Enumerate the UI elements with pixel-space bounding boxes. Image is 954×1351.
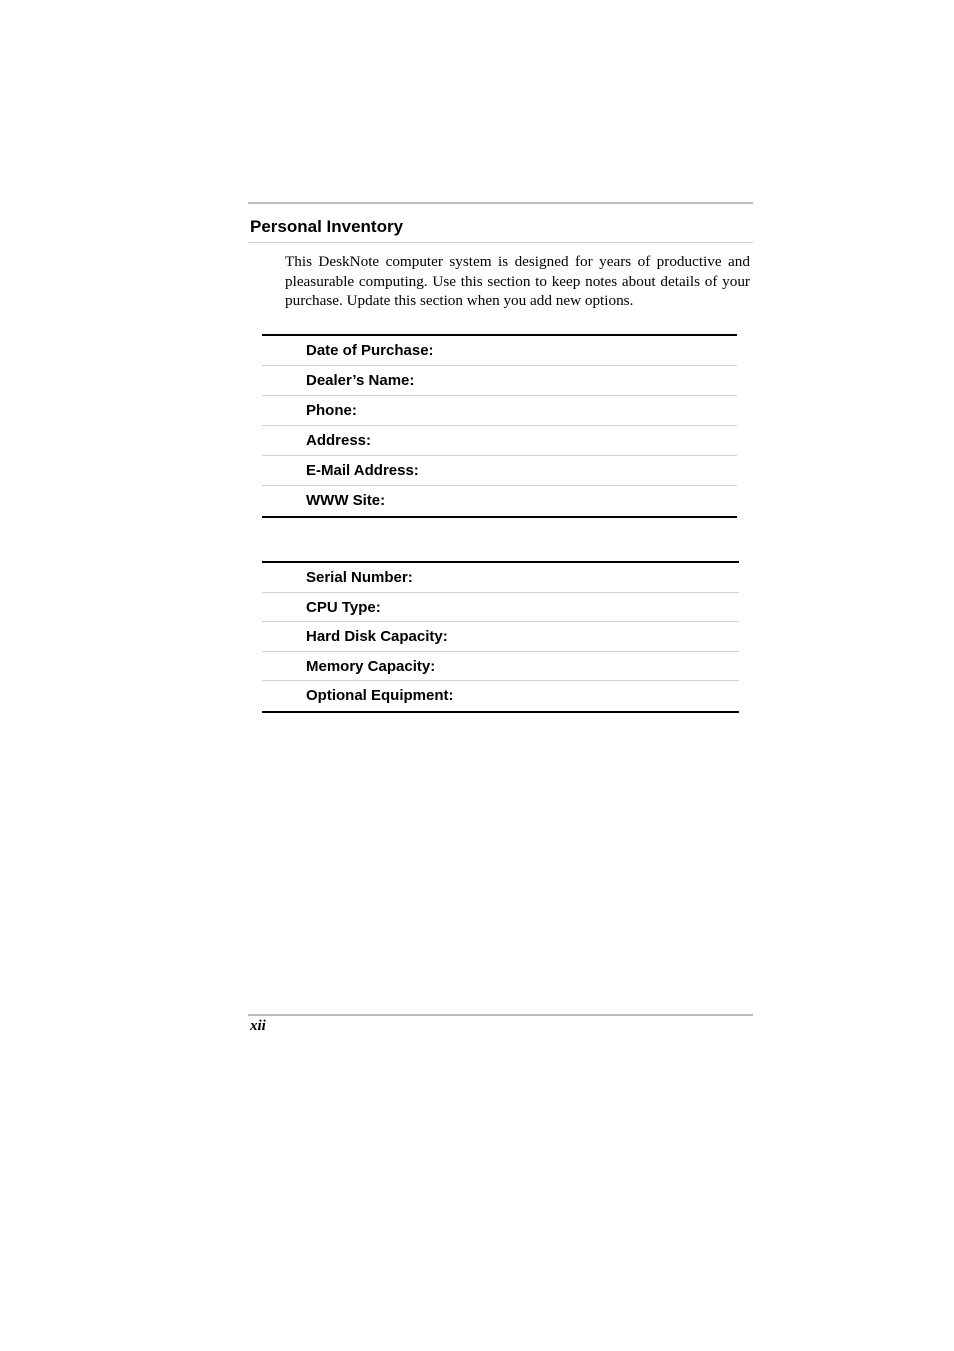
field-label-www-site: WWW Site:	[306, 492, 386, 509]
footer-divider	[248, 1014, 753, 1016]
table-row	[262, 336, 737, 366]
table-row	[262, 563, 739, 593]
table-row	[262, 396, 737, 426]
field-label-serial-number: Serial Number:	[306, 569, 413, 586]
top-divider	[248, 202, 753, 204]
table-row	[262, 366, 737, 396]
table-row	[262, 426, 737, 456]
intro-paragraph: This DeskNote computer system is designed for years of productive and pleasurable computing. Use this section to keep notes about details of your purchase. Update this section when you add new options.	[285, 253, 750, 309]
section-title: Personal Inventory	[250, 217, 404, 236]
field-label-hard-disk-capacity: Hard Disk Capacity:	[306, 628, 448, 646]
field-label-date-of-purchase: Date of Purchase:	[306, 342, 434, 359]
table-row	[262, 681, 739, 711]
table-row	[262, 486, 737, 516]
field-label-optional-equipment: Optional Equipment:	[306, 687, 454, 705]
field-label-phone: Phone:	[306, 402, 357, 419]
field-label-address: Address:	[306, 432, 372, 449]
field-label-memory-capacity: Memory Capacity:	[306, 657, 436, 675]
title-divider	[248, 242, 753, 243]
purchase-info-table	[262, 334, 737, 518]
field-label-cpu-type: CPU Type:	[306, 598, 381, 616]
page-number: xii	[250, 1018, 266, 1034]
table-row	[262, 622, 739, 652]
table-row	[262, 456, 737, 486]
field-label-email-address: E-Mail Address:	[306, 462, 419, 479]
table-row	[262, 652, 739, 682]
system-info-table	[262, 561, 739, 713]
field-label-dealer-name: Dealer’s Name:	[306, 372, 415, 389]
table-row	[262, 593, 739, 623]
